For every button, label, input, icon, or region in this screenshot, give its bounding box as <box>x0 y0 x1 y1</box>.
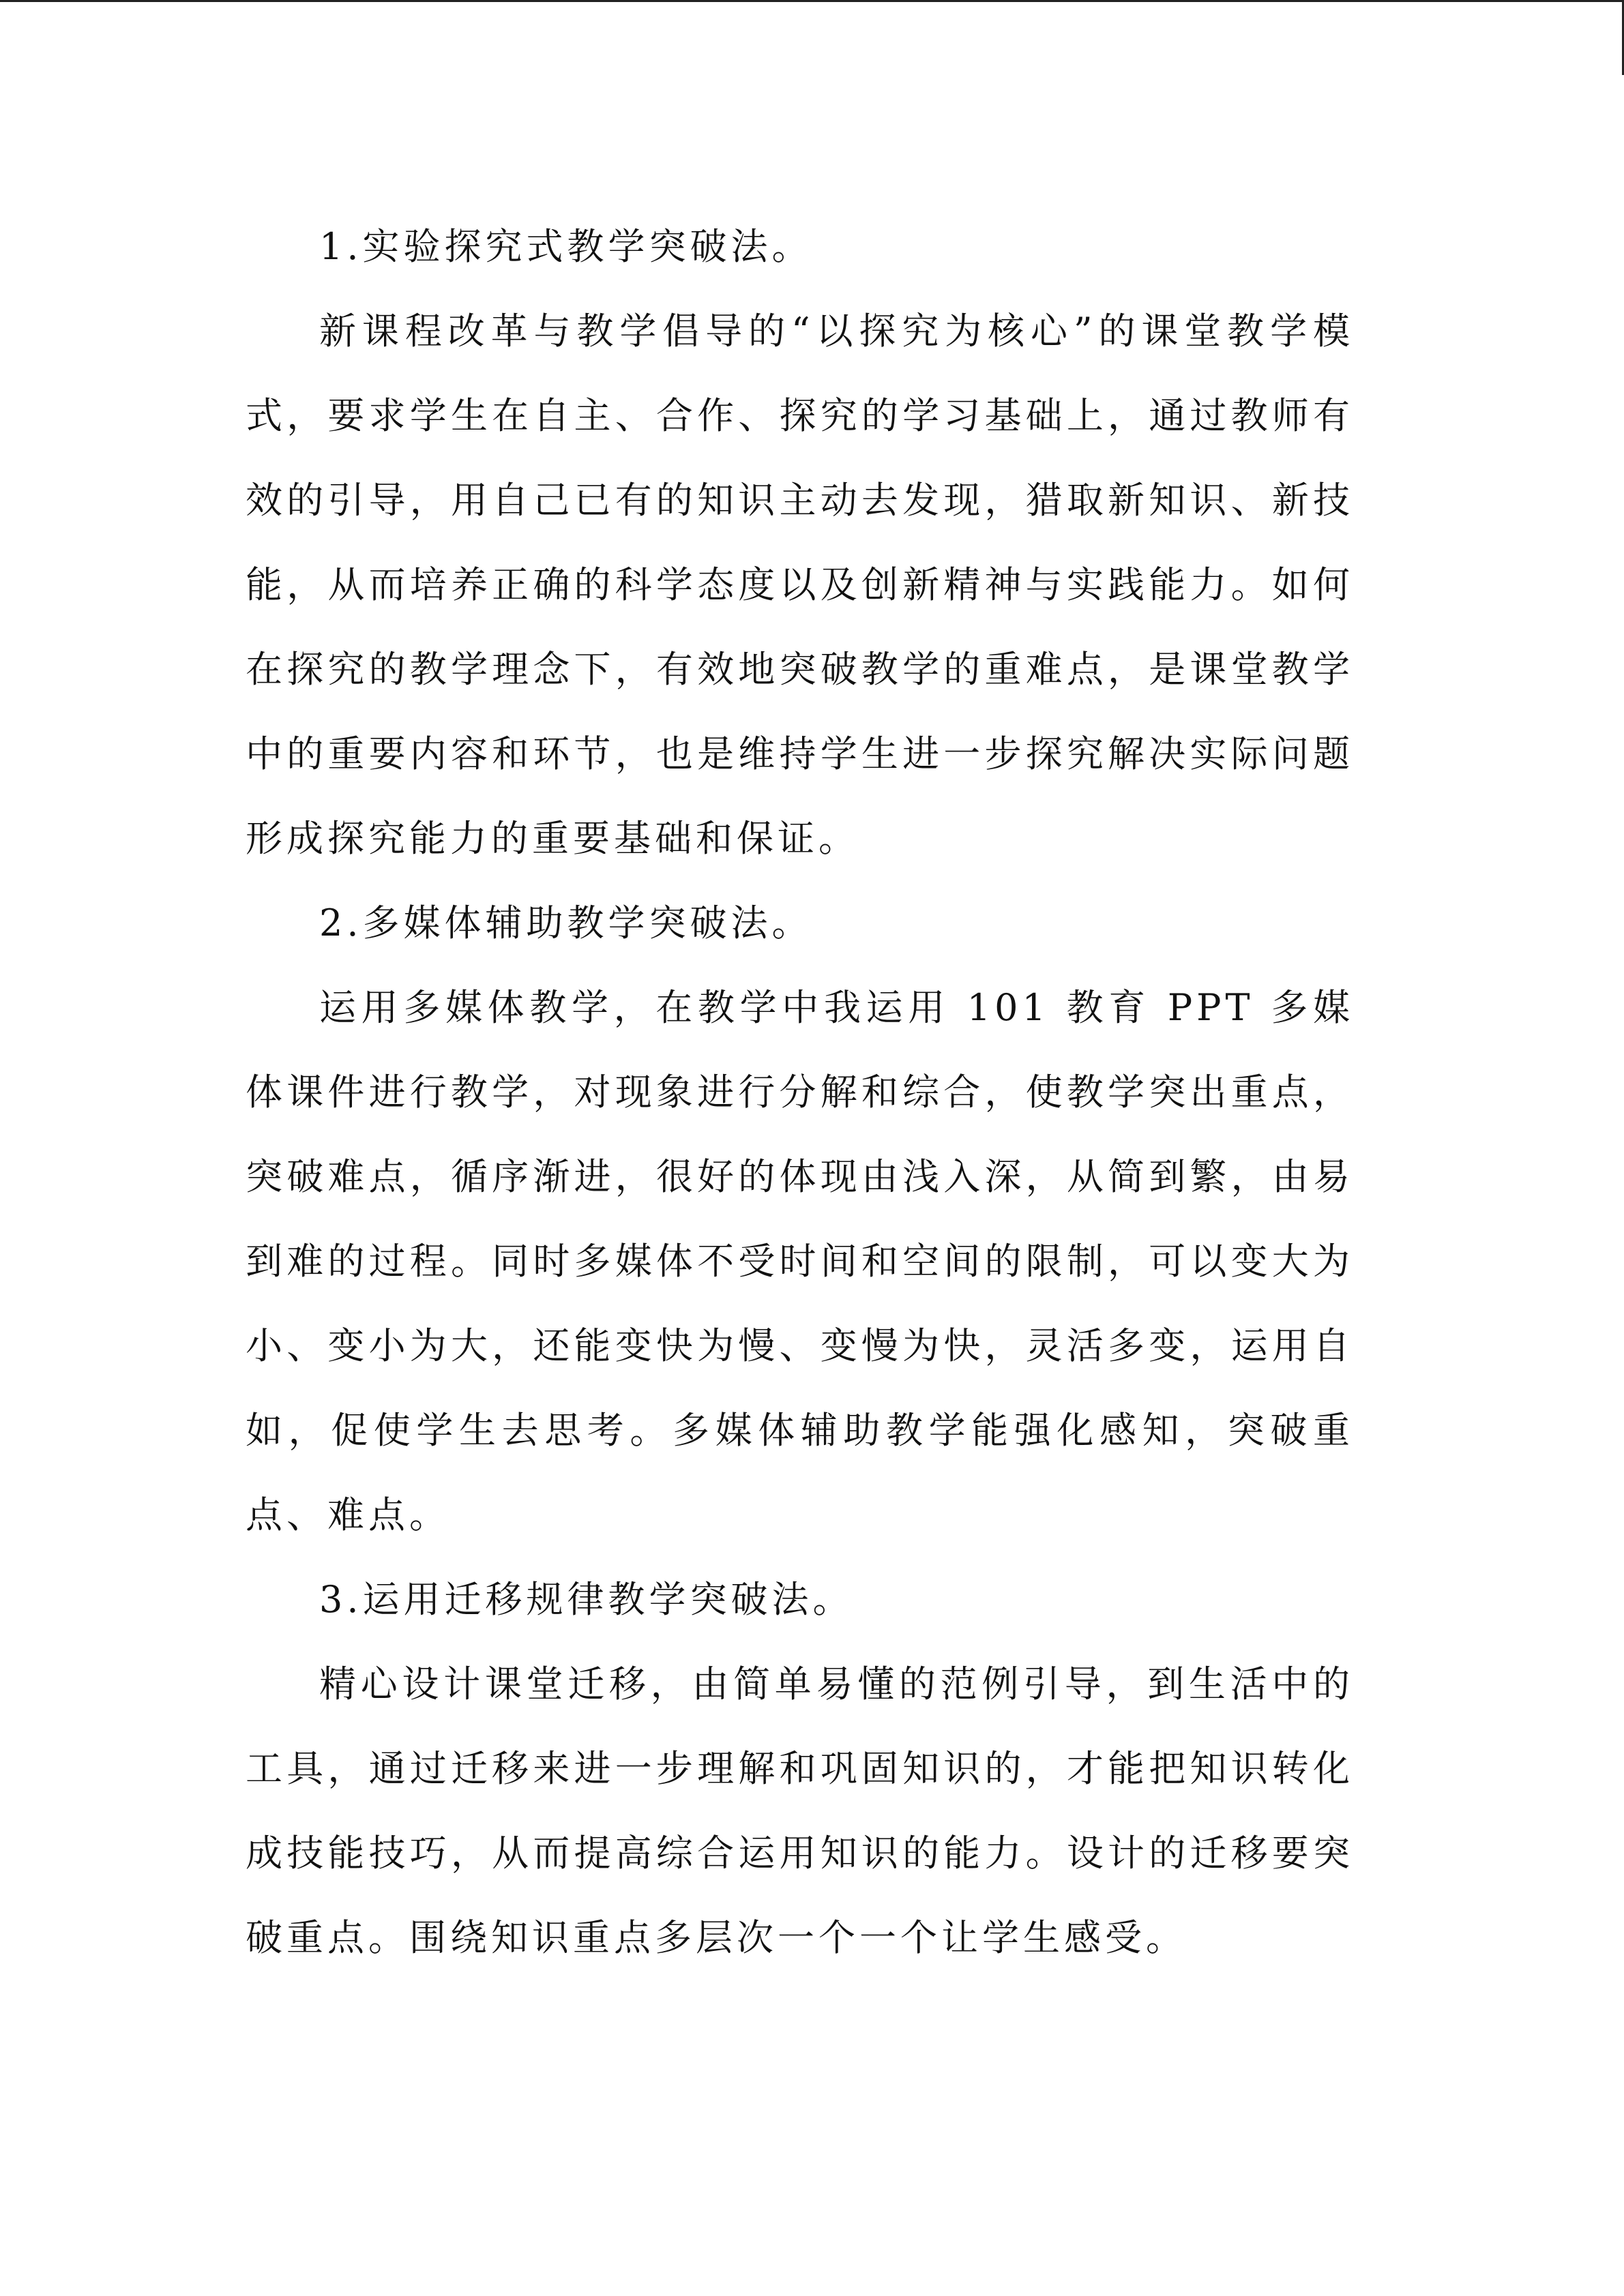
section-3-heading: 3.运用迁移规律教学突破法。 <box>319 1578 854 1621</box>
document-body <box>246 205 1354 1980</box>
page-top-border <box>0 0 1624 2</box>
section-3-paragraph: 精心设计课堂迁移，由简单易懂的范例引导，到生活中的工具，通过迁移来进一步理解和巩固知识的，才能把知识转化成技能技巧，从而提高综合运用知识的能力。设计的迁移要突破重点。围绕知识重点多层次一个一个让学生感受。 <box>246 1663 1354 1959</box>
section-2-heading: 2.多媒体辅助教学突破法。 <box>319 901 813 944</box>
section-1-paragraph: 新课程改革与教学倡导的“以探究为核心”的课堂教学模式，要求学生在自主、合作、探究的学习基础上，通过教师有效的引导，用自己已有的知识主动去发现，猎取新知识、新技能，从而培养正确的科学态度以及创新精神与实践能力。如何在探究的教学理念下，有效地突破教学的重难点，是课堂教学中的重要内容和环节，也是维持学生进一步探究解决实际问题形成探究能力的重要基础和保证。 <box>246 310 1354 860</box>
section-1-heading: 1.实验探究式教学突破法。 <box>319 225 813 268</box>
section-2-paragraph: 运用多媒体教学，在教学中我运用 101 教育 PPT 多媒体课件进行教学，对现象进行分解和综合，使教学突出重点，突破难点，循序渐进，很好的体现由浅入深，从简到繁，由易到难的过程。同时多媒体不受时间和空间的限制，可以变大为小、变小为大，还能变快为慢、变慢为快，灵活多变，运用自如，促使学生去思考。多媒体辅助教学能强化感知，突破重点、难点。 <box>246 986 1354 1536</box>
